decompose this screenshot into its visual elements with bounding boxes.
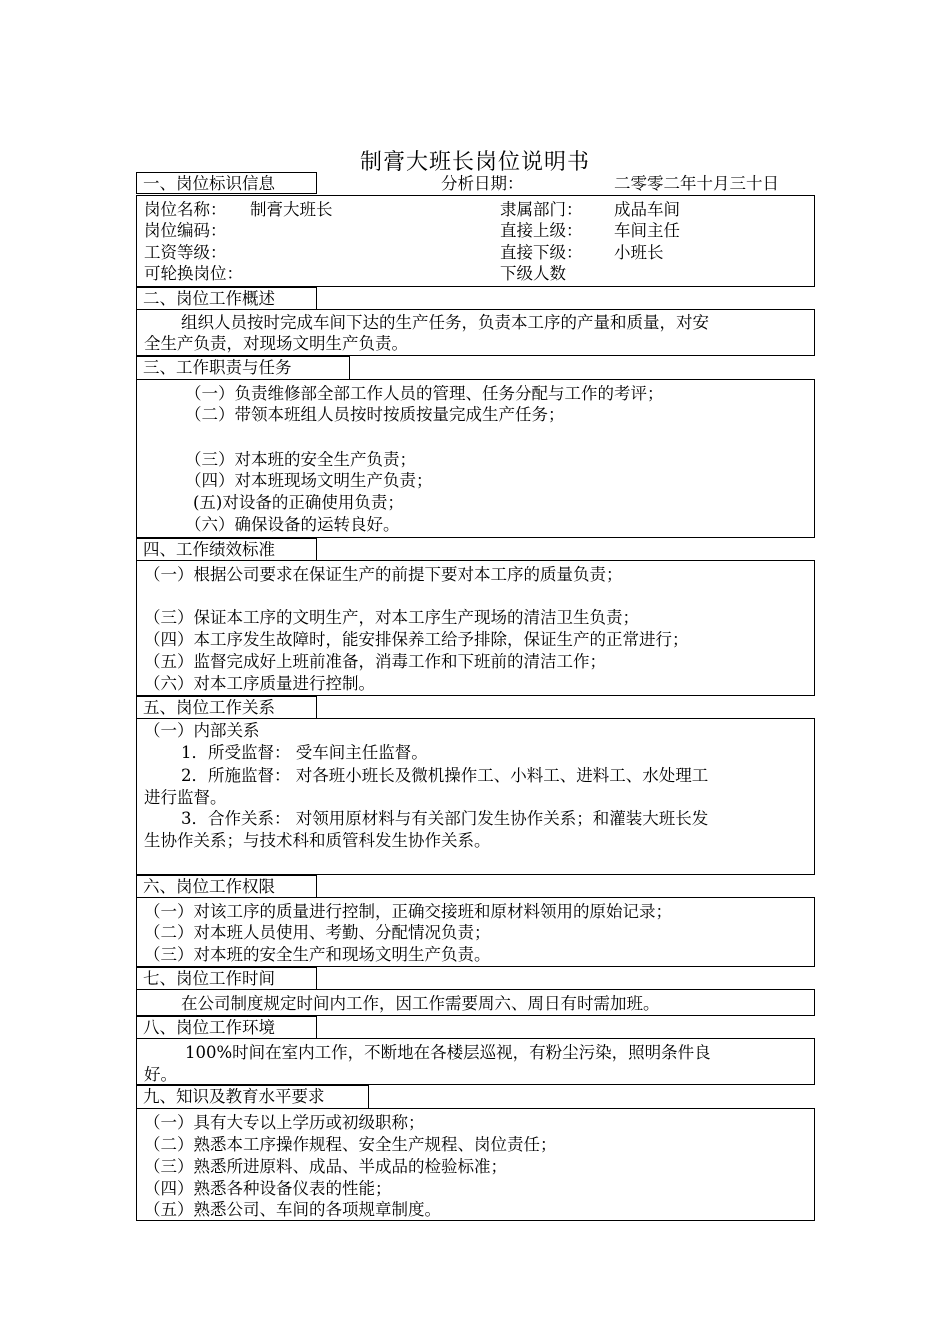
direct-subordinate-label: 直接下级： — [500, 243, 583, 262]
section-6-header: 六、岗位工作权限 — [136, 875, 317, 898]
duty-item: （六）确保设备的运转良好。 — [185, 515, 400, 534]
authority-item: （一）对该工序的质量进行控制，正确交接班和原材料领用的原始记录； — [144, 902, 672, 921]
job-name-value: 制膏大班长 — [250, 200, 333, 219]
performance-item: （五）监督完成好上班前准备，消毒工作和下班前的清洁工作； — [144, 652, 606, 671]
relation-item: 1．所受监督： 受车间主任监督。 — [181, 743, 428, 762]
duty-item: （一）负责维修部全部工作人员的管理、任务分配与工作的考评； — [185, 384, 664, 403]
duty-item: （二）带领本班组人员按时按质按量完成生产任务； — [185, 405, 565, 424]
page-title: 制膏大班长岗位说明书 — [359, 150, 590, 175]
section-5-header: 五、岗位工作关系 — [136, 696, 317, 719]
section-4-header: 四、工作绩效标准 — [136, 538, 317, 561]
section-7-header: 七、岗位工作时间 — [136, 967, 317, 990]
rotatable-post-label: 可轮换岗位： — [144, 264, 243, 283]
direct-superior-label: 直接上级： — [500, 221, 583, 240]
section-8-header: 八、岗位工作环境 — [136, 1016, 317, 1039]
analysis-date-label: 分析日期： — [441, 174, 524, 193]
education-item: （二）熟悉本工序操作规程、安全生产规程、岗位责任； — [144, 1135, 557, 1154]
duty-item: (五)对设备的正确使用负责； — [193, 493, 404, 512]
section-9-header: 九、知识及教育水平要求 — [136, 1085, 369, 1109]
job-name-label: 岗位名称： — [144, 200, 227, 219]
performance-item: （三）保证本工序的文明生产，对本工序生产现场的清洁卫生负责； — [144, 608, 639, 627]
salary-grade-label: 工资等级： — [144, 243, 227, 262]
work-time-text: 在公司制度规定时间内工作，因工作需要周六、周日有时需加班。 — [181, 994, 660, 1013]
department-label: 隶属部门： — [500, 200, 583, 219]
duty-item: （三）对本班的安全生产负责； — [185, 450, 416, 469]
direct-superior-value: 车间主任 — [614, 221, 680, 240]
relation-item: 2．所施监督： 对各班小班长及微机操作工、小料工、进料工、水处理工 — [181, 766, 709, 785]
analysis-date-value: 二零零二年十月三十日 — [614, 174, 779, 193]
department-value: 成品车间 — [614, 200, 680, 219]
authority-item: （三）对本班的安全生产和现场文明生产负责。 — [144, 945, 491, 964]
section-3-header: 三、工作职责与任务 — [136, 356, 350, 380]
work-environment-line-2: 好。 — [144, 1065, 177, 1084]
education-item: （五）熟悉公司、车间的各项规章制度。 — [144, 1200, 441, 1219]
performance-item: （六）对本工序质量进行控制。 — [144, 674, 375, 693]
education-item: （三）熟悉所进原料、成品、半成品的检验标准； — [144, 1157, 507, 1176]
overview-line-2: 全生产负责，对现场文明生产负责。 — [144, 334, 408, 353]
subordinate-count-label: 下级人数 — [500, 264, 566, 283]
education-item: （四）熟悉各种设备仪表的性能； — [144, 1179, 392, 1198]
direct-subordinate-value: 小班长 — [614, 243, 664, 262]
duty-item: （四）对本班现场文明生产负责； — [185, 471, 433, 490]
education-item: （一）具有大专以上学历或初级职称； — [144, 1113, 425, 1132]
section-2-header: 二、岗位工作概述 — [136, 287, 317, 310]
authority-item: （二）对本班人员使用、考勤、分配情况负责； — [144, 923, 491, 942]
relation-item: （一）内部关系 — [144, 721, 260, 740]
overview-line-1: 组织人员按时完成车间下达的生产任务，负责本工序的产量和质量，对安 — [181, 313, 709, 332]
section-1-header: 一、岗位标识信息 — [136, 172, 317, 194]
relation-item: 进行监督。 — [144, 788, 227, 807]
relation-item: 生协作关系；与技术科和质管科发生协作关系。 — [144, 831, 491, 850]
work-environment-line-1: 100%时间在室内工作，不断地在各楼层巡视，有粉尘污染，照明条件良 — [185, 1043, 711, 1062]
job-code-label: 岗位编码： — [144, 221, 227, 240]
performance-item: （一）根据公司要求在保证生产的前提下要对本工序的质量负责； — [144, 565, 623, 584]
performance-item: （四）本工序发生故障时，能安排保养工给予排除，保证生产的正常进行； — [144, 630, 689, 649]
relation-item: 3．合作关系： 对领用原材料与有关部门发生协作关系；和灌装大班长发 — [181, 809, 709, 828]
